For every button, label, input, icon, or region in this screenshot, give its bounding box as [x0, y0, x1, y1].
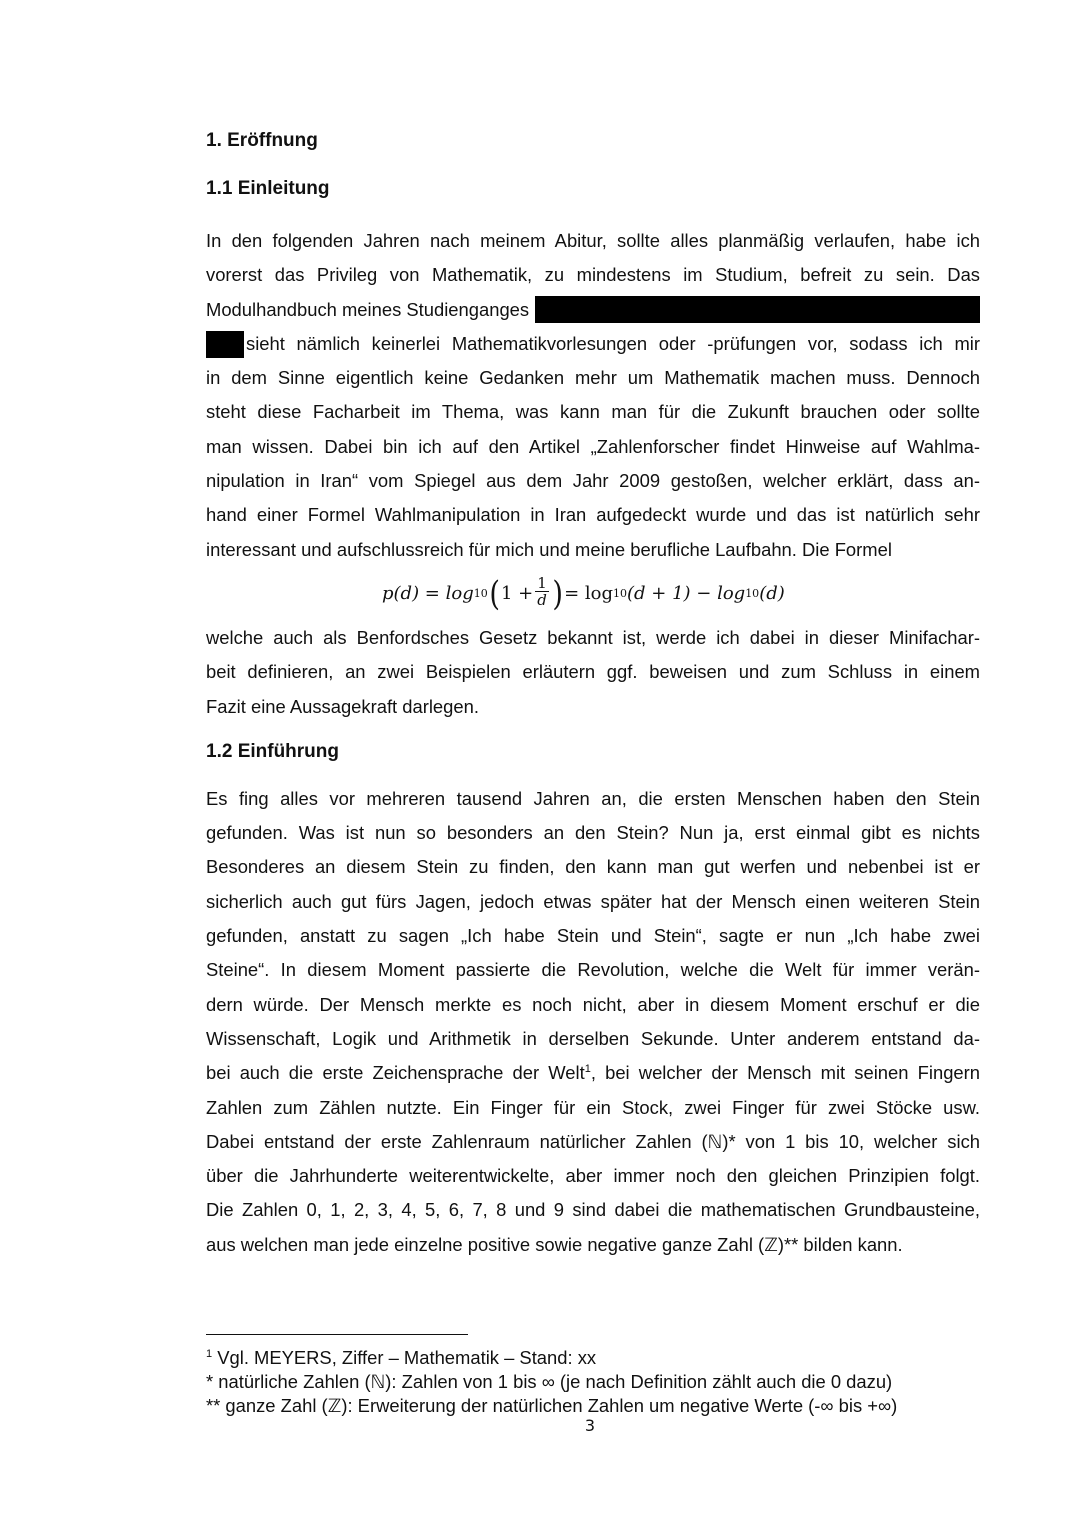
formula-rhs1-arg: (d + 1) − log	[627, 583, 746, 605]
formula-denominator: d	[537, 591, 547, 610]
text-line: In den folgenden Jahren nach meinem Abitur, sollte alles planmäßig verlaufen, habe ich	[206, 230, 980, 251]
text-line: steht diese Facharbeit im Thema, was kann man für die Zukunft brauchen oder sollte	[206, 401, 980, 423]
text-line-redacted	[206, 327, 980, 361]
benford-formula	[206, 563, 980, 621]
text-line: sicherlich auch gut fürs Jagen, jedoch etwas später hat der Mensch einen weiteren Stein	[206, 890, 980, 912]
text-line: dern würde. Der Mensch merkte es noch nicht, aber in diesem Moment erschuf er die	[206, 993, 980, 1015]
footnote-ref: 1	[584, 1063, 591, 1076]
formula-numerator: 1	[537, 574, 547, 593]
footnote-separator	[206, 1334, 468, 1335]
formula-one-plus: 1 +	[501, 583, 534, 605]
text-line: man wissen. Dabei bin ich auf den Artikel „Zahlenforscher findet Hinweise auf Wahlma-	[206, 435, 980, 457]
text-fragment: bei auch die erste Zeichensprache der Welt	[206, 1062, 585, 1084]
text-line: Dabei entstand der erste Zahlenraum natürlicher Zahlen (ℕ)* von 1 bis 10, welcher sich	[206, 1130, 980, 1152]
heading-einfuehrung: 1.2 Einführung	[206, 740, 339, 762]
footnotes	[206, 1346, 897, 1418]
document-page	[206, 128, 980, 1262]
footnote-natural-numbers: * natürliche Zahlen (ℕ): Zahlen von 1 bis ∞ (je nach Definition zählt auch die 0 dazu)	[206, 1371, 893, 1392]
text-line: über die Jahrhunderte weiterentwickelte, aber immer noch den gleichen Prinzipien folgt.	[206, 1165, 980, 1187]
formula-base: 10	[473, 587, 488, 601]
footnote-1	[206, 1346, 897, 1370]
intro-paragraph	[206, 224, 980, 567]
text-line: interessant und aufschlussreich für mich und meine berufliche Laufbahn. Die Formel	[206, 538, 892, 560]
formula-paren-left: (	[489, 573, 500, 614]
text-line: vorerst das Privileg von Mathematik, zu mindestens im Studium, befreit zu sein. Das	[206, 264, 980, 286]
text-line: Zahlen zum Zählen nutzte. Ein Finger für ein Stock, zwei Finger für zwei Stöcke usw.	[206, 1096, 980, 1118]
text-line: Besonderes an diesem Stein zu finden, den kann man gut werfen und nebenbei ist er	[206, 856, 980, 878]
formula-base: 10	[745, 587, 760, 601]
footnote-mark: 1	[206, 1347, 213, 1360]
text-line: gefunden. Was ist nun so besonders an den Stein? Nun ja, erst einmal gibt es nichts	[206, 822, 980, 844]
text-fragment: sieht nämlich keinerlei Mathematikvorlesungen oder -prüfungen vor, sodass ich mir	[246, 332, 980, 354]
text-line: nipulation in Iran“ vom Spiegel aus dem Jahr 2009 gestoßen, welcher erklärt, dass an-	[206, 470, 980, 492]
redaction-bar	[535, 296, 980, 323]
heading-eroeffnung: 1. Eröffnung	[206, 130, 318, 151]
text-line: Wissenschaft, Logik und Arithmetik in derselben Sekunde. Unter anderem entstand da-	[206, 1027, 980, 1049]
text-line: Steine“. In diesem Moment passierte die Revolution, welche die Welt für immer verän-	[206, 959, 980, 981]
text-line: beit definieren, an zwei Beispielen erläutern ggf. beweisen und zum Schluss in einem	[206, 661, 980, 683]
text-line: in dem Sinne eigentlich keine Gedanken mehr um Mathematik machen muss. Dennoch	[206, 367, 980, 389]
text-fragment: , bei welcher der Mensch mit seinen Fingern	[590, 1062, 981, 1084]
formula-rhs2-arg: (d)	[759, 583, 785, 605]
text-line: welche auch als Benfordsches Gesetz bekannt ist, werde ich dabei in dieser Minifachar-	[206, 626, 980, 648]
text-line	[206, 1056, 980, 1090]
text-line: Es fing alles vor mehreren tausend Jahren an, die ersten Menschen haben den Stein	[206, 787, 980, 809]
text-line: Fazit eine Aussagekraft darlegen.	[206, 695, 479, 717]
text-line: gefunden, anstatt zu sagen „Ich habe Stein und Stein“, sagte er nun „Ich habe zwei	[206, 925, 980, 947]
after-formula-paragraph	[206, 621, 980, 724]
text-line: aus welchen man jede einzelne positive sowie negative ganze Zahl (ℤ)** bilden kann.	[206, 1233, 903, 1255]
text-fragment: Modulhandbuch meines Studienganges	[206, 298, 530, 320]
text-line-redacted	[206, 293, 980, 327]
formula-fraction	[535, 575, 549, 608]
redaction-bar	[206, 331, 244, 358]
einfuehrung-paragraph	[206, 782, 980, 1262]
heading-einleitung: 1.1 Einleitung	[206, 178, 330, 199]
formula-paren-right: )	[552, 573, 563, 614]
page-number: 3	[584, 1416, 596, 1435]
footnote-text: Vgl. MEYERS, Ziffer – Mathematik – Stand: xx	[212, 1347, 597, 1368]
footnote-integers: ** ganze Zahl (ℤ): Erweiterung der natürlichen Zahlen um negative Werte (-∞ bis +∞)	[206, 1395, 898, 1416]
formula-lhs: p(d) = log	[382, 583, 474, 605]
formula-rhs1: = log	[564, 583, 613, 605]
text-line: Die Zahlen 0, 1, 2, 3, 4, 5, 6, 7, 8 und 9 sind dabei die mathematischen Grundbausteine,	[206, 1199, 980, 1221]
formula-base: 10	[613, 587, 627, 601]
text-line: hand einer Formel Wahlmanipulation in Iran aufgedeckt wurde und das ist natürlich sehr	[206, 504, 980, 526]
